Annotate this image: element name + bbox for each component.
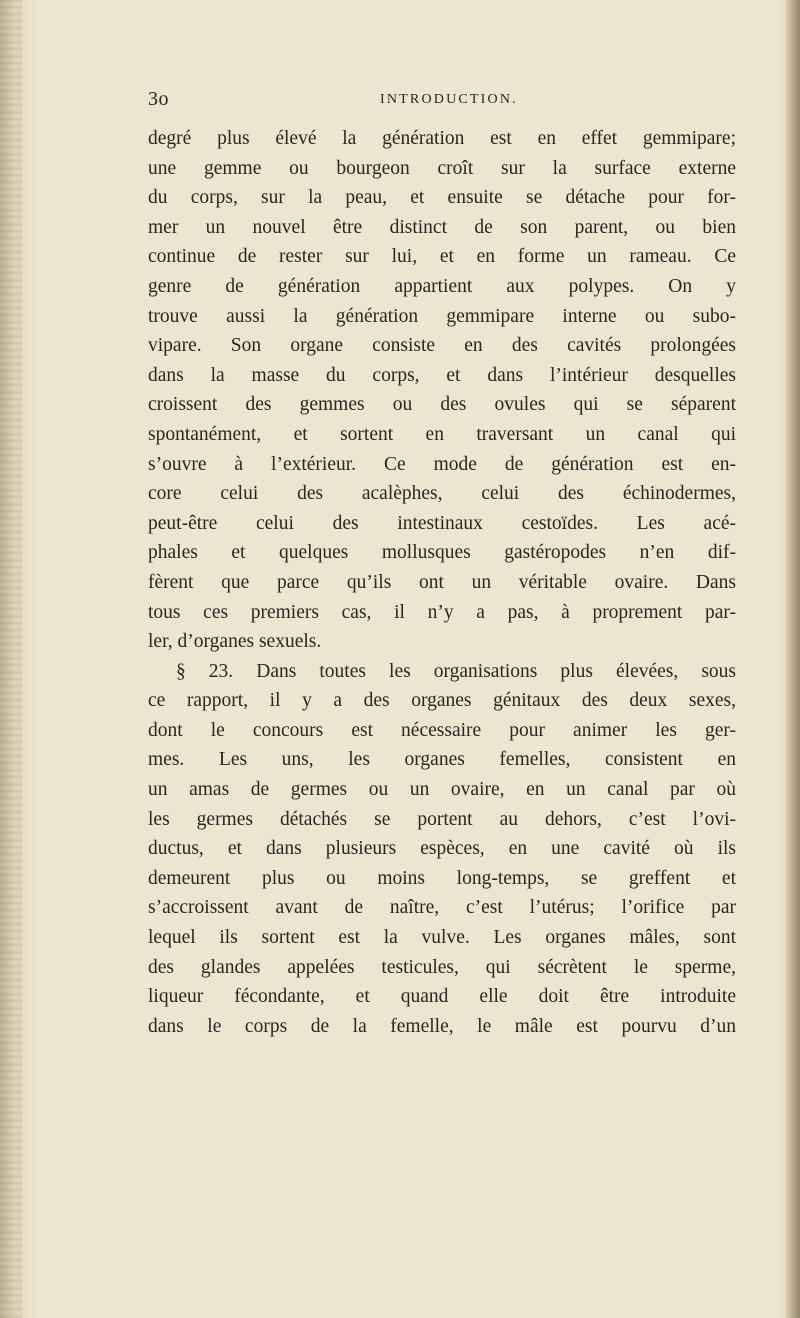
text-line: continue de rester sur lui, et en forme un rameau. Ce: [148, 246, 736, 268]
text-line: trouve aussi la génération gemmipare interne ou subo-: [148, 305, 736, 327]
text-line: les germes détachés se portent au dehors, c’est l’ovi-: [148, 808, 736, 830]
text-line: peut-être celui des intestinaux cestoïdes. Les acé-: [148, 512, 736, 534]
text-line: lequel ils sortent est la vulve. Les organes mâles, sont: [148, 927, 736, 949]
running-head: [148, 88, 728, 114]
text-line: core celui des acalèphes, celui des échinodermes,: [148, 483, 736, 505]
text-line: un amas de germes ou un ovaire, en un canal par où: [148, 779, 736, 801]
text-line: des glandes appelées testicules, qui sécrètent le sperme,: [148, 956, 736, 978]
text-line: fèrent que parce qu’ils ont un véritable ovaire. Dans: [148, 571, 736, 593]
text-line: dont le concours est nécessaire pour animer les ger-: [148, 719, 736, 741]
text-line: liqueur fécondante, et quand elle doit être introduite: [148, 986, 736, 1008]
text-line: degré plus élevé la génération est en effet gemmipare;: [148, 128, 736, 149]
text-line: spontanément, et sortent en traversant un canal qui: [148, 423, 736, 445]
text-line: une gemme ou bourgeon croît sur la surface externe: [148, 157, 736, 179]
text-line: dans le corps de la femelle, le mâle est pourvu d’un: [148, 1015, 736, 1037]
text-line: vipare. Son organe consiste en des cavités prolongées: [148, 335, 736, 357]
text-line: croissent des gemmes ou des ovules qui se séparent: [148, 394, 736, 416]
text-line: genre de génération appartient aux polypes. On y: [148, 275, 736, 297]
text-line: tous ces premiers cas, il n’y a pas, à proprement par-: [148, 601, 736, 623]
text-line: phales et quelques mollusques gastéropodes n’en dif-: [148, 542, 736, 564]
text-line: ductus, et dans plusieurs espèces, en une cavité où ils: [148, 838, 736, 860]
text-line: s’accroissent avant de naître, c’est l’utérus; l’orifice par: [148, 897, 736, 919]
text-line: ce rapport, il y a des organes génitaux des deux sexes,: [148, 690, 736, 712]
binding-edge: [0, 0, 22, 1318]
text-line: demeurent plus ou moins long-temps, se greffent et: [148, 867, 736, 889]
paragraph-start-line: § 23. Dans toutes les organisations plus élevées, sous: [176, 660, 736, 682]
text-line: du corps, sur la peau, et ensuite se détache pour for-: [148, 187, 736, 209]
text-line: mer un nouvel être distinct de son parent, ou bien: [148, 216, 736, 238]
text-line: ler, d’organes sexuels.: [148, 631, 322, 653]
text-line: s’ouvre à l’extérieur. Ce mode de génération est en-: [148, 453, 736, 475]
page-number: 3o: [148, 88, 169, 110]
text-line: mes. Les uns, les organes femelles, consistent en: [148, 749, 736, 771]
body-text: [148, 124, 736, 1041]
running-head-title: INTRODUCTION.: [380, 92, 518, 107]
text-line: dans la masse du corps, et dans l’intérieur desquelles: [148, 364, 736, 386]
page-edge: [786, 0, 800, 1318]
